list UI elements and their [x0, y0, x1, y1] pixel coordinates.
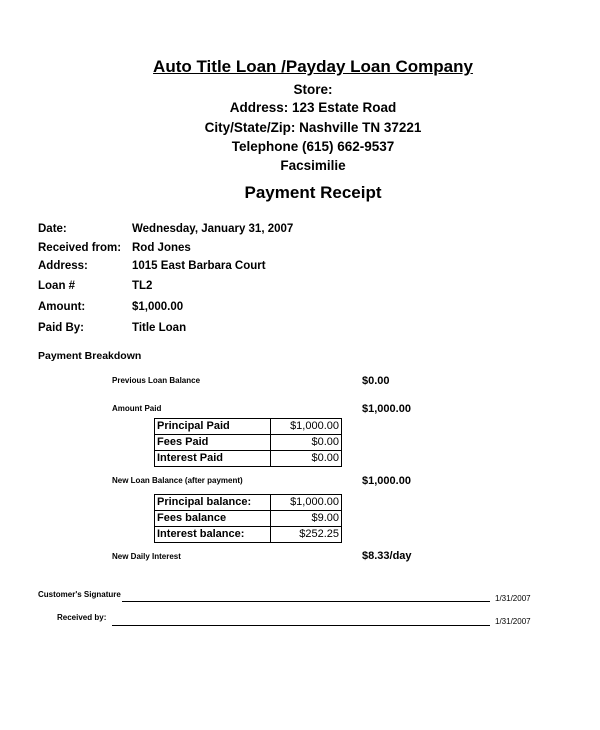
interest-paid-value: $0.00 — [271, 451, 342, 467]
received-by-line[interactable] — [112, 625, 490, 626]
received-from-value: Rod Jones — [132, 242, 191, 254]
principal-balance-value: $1,000.00 — [271, 495, 342, 511]
amount-value: $1,000.00 — [132, 301, 184, 313]
principal-balance-label: Principal balance: — [155, 495, 271, 511]
fees-balance-value: $9.00 — [271, 511, 342, 527]
received-by-label: Received by: — [57, 613, 107, 622]
paid-table — [154, 418, 342, 467]
date-label: Date: — [38, 223, 67, 235]
fax-line: Facsimilie — [280, 158, 346, 173]
interest-paid-label: Interest Paid — [155, 451, 271, 467]
paid-by-value: Title Loan — [132, 322, 187, 334]
customer-signature-line[interactable] — [122, 601, 490, 602]
breakdown-heading: Payment Breakdown — [38, 350, 142, 362]
address-label: Address: — [38, 260, 88, 272]
loan-number-value: TL2 — [132, 280, 153, 292]
received-from-label: Received from: — [38, 242, 122, 254]
balance-table — [154, 494, 342, 543]
table-row — [155, 419, 342, 435]
table-row — [155, 511, 342, 527]
new-balance-value: $1,000.00 — [362, 475, 411, 487]
principal-paid-value: $1,000.00 — [271, 419, 342, 435]
fees-paid-label: Fees Paid — [155, 435, 271, 451]
previous-balance-value: $0.00 — [362, 375, 390, 387]
company-name: Auto Title Loan /Payday Loan Company — [153, 57, 473, 76]
paid-by-label: Paid By: — [38, 322, 85, 334]
amount-paid-value: $1,000.00 — [362, 403, 411, 415]
principal-paid-label: Principal Paid — [155, 419, 271, 435]
amount-paid-label: Amount Paid — [112, 404, 162, 413]
new-balance-label: New Loan Balance (after payment) — [112, 476, 243, 485]
customer-signature-date: 1/31/2007 — [495, 594, 531, 603]
received-by-date: 1/31/2007 — [495, 617, 531, 626]
table-row — [155, 495, 342, 511]
telephone-line: Telephone (615) 662-9537 — [231, 139, 395, 154]
store-line: Store: — [293, 82, 333, 97]
loan-number-label: Loan # — [38, 280, 76, 292]
daily-interest-label: New Daily Interest — [112, 552, 181, 561]
table-row — [155, 435, 342, 451]
previous-balance-label: Previous Loan Balance — [112, 376, 201, 385]
fees-paid-value: $0.00 — [271, 435, 342, 451]
interest-balance-label: Interest balance: — [155, 527, 271, 543]
date-value: Wednesday, January 31, 2007 — [132, 223, 294, 235]
daily-interest-value: $8.33/day — [362, 550, 412, 562]
interest-balance-value: $252.25 — [271, 527, 342, 543]
customer-signature-label: Customer's Signature — [38, 590, 121, 599]
address-line: Address: 123 Estate Road — [229, 100, 397, 115]
table-row — [155, 451, 342, 467]
page-title: Payment Receipt — [244, 183, 382, 202]
fees-balance-label: Fees balance — [155, 511, 271, 527]
city-line: City/State/Zip: Nashville TN 37221 — [204, 120, 422, 135]
table-row — [155, 527, 342, 543]
address-value: 1015 East Barbara Court — [132, 260, 266, 272]
amount-label: Amount: — [38, 301, 86, 313]
